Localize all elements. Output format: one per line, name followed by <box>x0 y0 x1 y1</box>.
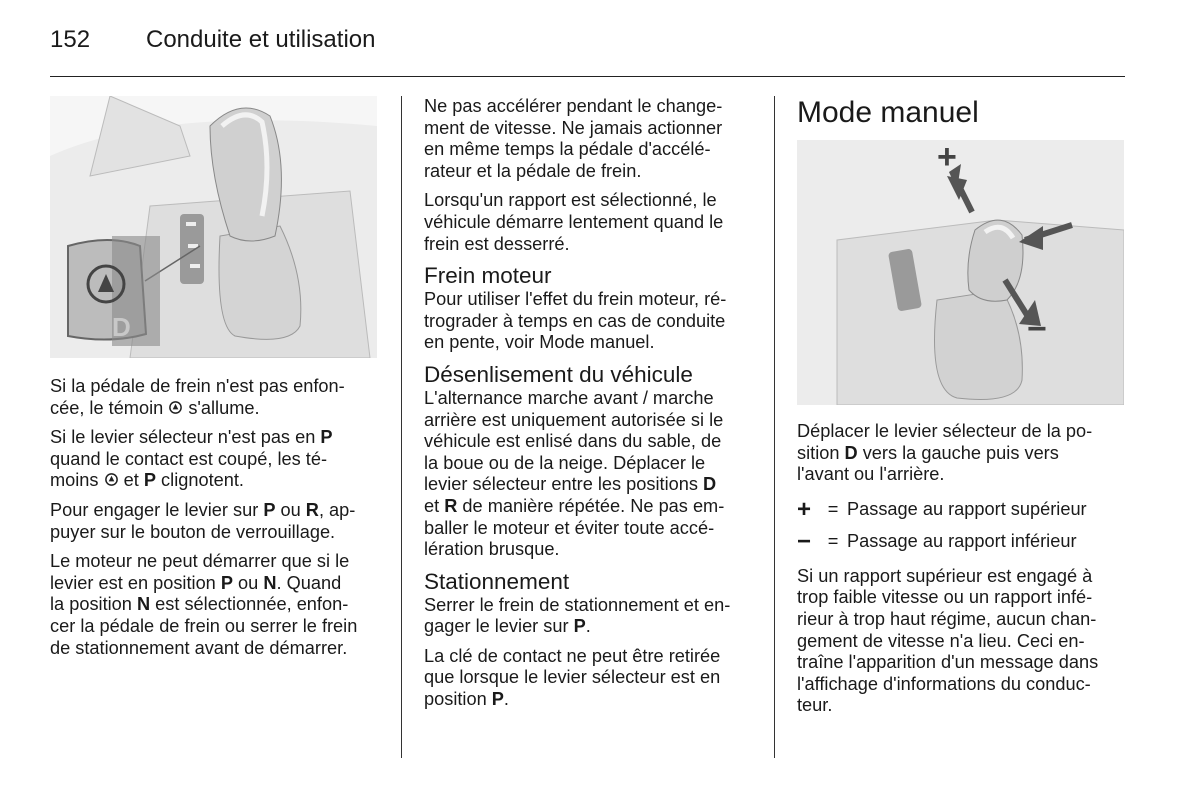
paragraph: Pour utiliser l'effet du frein moteur, ré- trograder à temps en cas de conduite en pente, voir Mode manuel. <box>424 289 727 353</box>
gear-legend <box>797 494 1127 558</box>
subheading-stationnement: Stationnement <box>424 568 570 594</box>
paragraph: La clé de contact ne peut être retirée que lorsque le levier sélecteur est en position P. <box>424 645 721 710</box>
column-middle <box>424 96 754 719</box>
legend-row-up: + = Passage au rapport supérieur <box>797 495 1087 523</box>
paragraph: Lorsqu'un rapport est sélectionné, le véhicule démarre lentement quand le frein est desserré. <box>424 190 724 254</box>
plus-icon: + <box>797 495 812 523</box>
column-left <box>50 96 380 667</box>
minus-icon: − <box>797 527 812 555</box>
paragraph: Pour engager le levier sur P ou R, ap- puyer sur le bouton de verrouillage. <box>50 499 356 542</box>
inset-letter: D <box>112 312 131 342</box>
plus-mark: + <box>937 140 957 176</box>
subheading-desenlisement: Désenlisement du véhicule <box>424 361 693 387</box>
gear-lever-illustration <box>50 96 377 358</box>
paragraph: Si un rapport supérieur est engagé à trop faible vitesse ou un rapport infé- rieur à trop haut régime, aucun chan- gement de vitesse n'a lieu. Ceci en- traîne l'apparition d'un message dans l'affichage d'informations du conduc- teur. <box>797 565 1099 716</box>
paragraph: Le moteur ne peut démarrer que si le levier est en position P ou N. Quand la position N est sélectionnée, enfon- cer la pédale de frein ou serrer le frein de stationnement avant de démarrer. <box>50 551 358 658</box>
page-number: 152 <box>50 26 91 53</box>
manual-mode-illustration <box>797 140 1124 405</box>
column-right <box>797 96 1127 725</box>
paragraph: Ne pas accélérer pendant le change- ment de vitesse. Ne jamais actionner en même temps la pédale d'accélé- rateur et la pédale de frein. <box>424 96 723 181</box>
column-divider <box>401 96 402 758</box>
column-divider <box>774 96 775 758</box>
subheading-frein-moteur: Frein moteur <box>424 263 552 289</box>
paragraph: Si le levier sélecteur n'est pas en P quand le contact est coupé, les té- moins et P clignotent. <box>50 427 333 491</box>
brake-warning-icon <box>168 400 183 415</box>
brake-warning-icon <box>104 472 119 487</box>
page-header <box>50 26 1125 77</box>
page-title: Conduite et utilisation <box>146 26 376 53</box>
paragraph: Déplacer le levier sélecteur de la po- sition D vers la gauche puis vers l'avant ou l'arrière. <box>797 421 1093 485</box>
paragraph: Si la pédale de frein n'est pas enfon- cée, le témoin s'allume. <box>50 376 345 418</box>
legend-row-down: − = Passage au rapport inférieur <box>797 527 1077 555</box>
section-title: Mode manuel <box>797 96 979 129</box>
paragraph: Serrer le frein de stationnement et en- gager le levier sur P. <box>424 594 731 637</box>
paragraph: L'alternance marche avant / marche arrière est uniquement autorisée si le véhicule est enlisé dans du sable, de la boue ou de la neige. Déplacer le levier sélecteur entre les positions D et R de manière répétée. Ne pas em- baller le moteur et éviter toute accé- lération brusque. <box>424 387 725 560</box>
minus-mark: − <box>1027 310 1047 348</box>
